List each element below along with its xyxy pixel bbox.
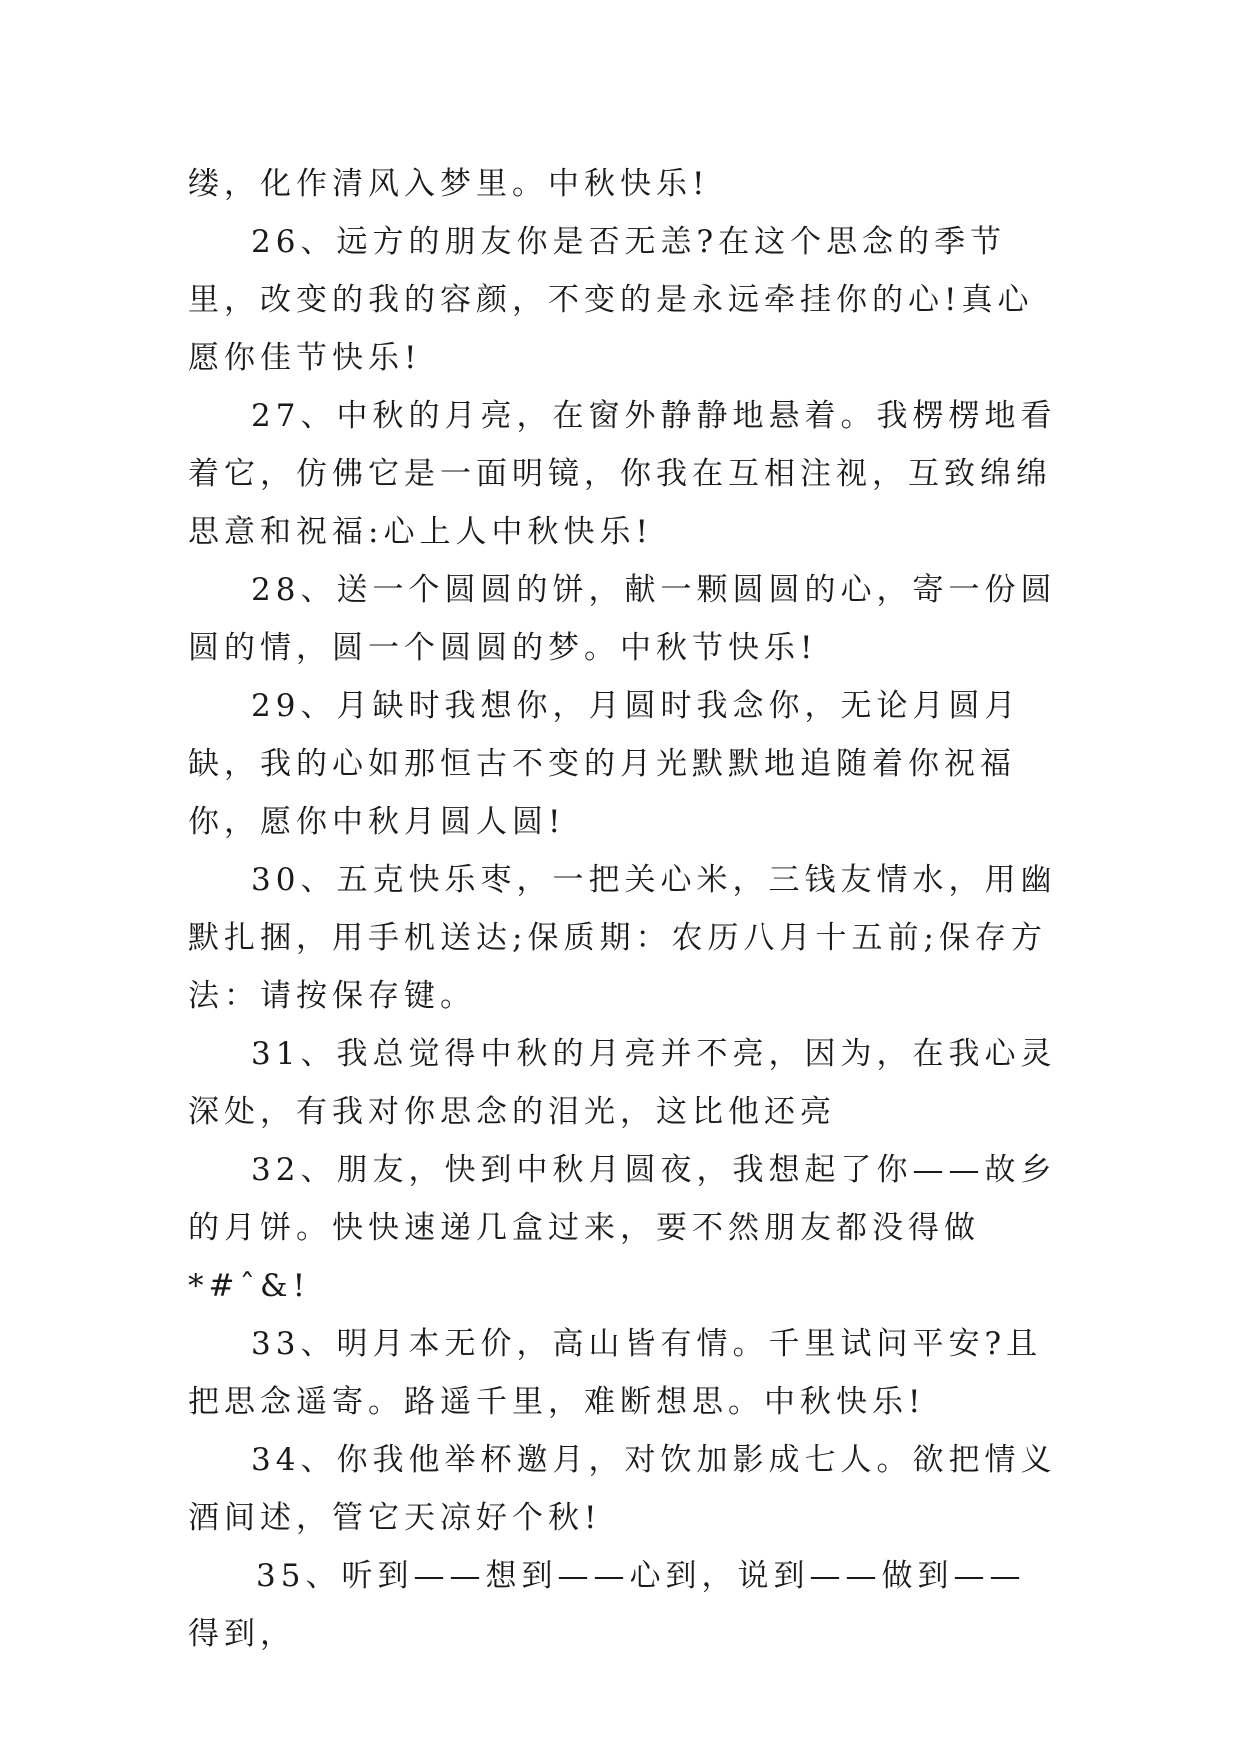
paragraph-35: 35、听到——想到——心到，说到——做到——得到， — [188, 1558, 1026, 1652]
paragraph-26: 26、远方的朋友你是否无恙?在这个思念的季节里，改变的我的容颜，不变的是永远牵挂你的心!真心愿你佳节快乐! — [188, 224, 1034, 376]
paragraph-29: 29、月缺时我想你，月圆时我念你，无论月圆月缺，我的心如那恒古不变的月光默默地追随着你祝福你，愿你中秋月圆人圆! — [188, 688, 1021, 840]
document-body — [188, 155, 1058, 1663]
paragraph-33: 33、明月本无价，高山皆有情。千里试问平安?且把思念遥寄。路遥千里，难断想思。中秋快乐! — [188, 1326, 1043, 1420]
paragraph-25-continued: 缕，化作清风入梦里。中秋快乐! — [188, 166, 710, 202]
paragraph-34: 34、你我他举杯邀月，对饮加影成七人。欲把情义酒间述，管它天凉好个秋! — [188, 1442, 1057, 1536]
paragraph-30: 30、五克快乐枣，一把关心米，三钱友情水，用幽默扎捆，用手机送达;保质期：农历八月十五前;保存方法：请按保存键。 — [188, 862, 1057, 1014]
paragraph-31: 31、我总觉得中秋的月亮并不亮，因为，在我心灵深处，有我对你思念的泪光，这比他还亮 — [188, 1036, 1057, 1130]
paragraph-32: 32、朋友，快到中秋月圆夜，我想起了你——故乡的月饼。快快速递几盒过来，要不然朋友都没得做*#ˆ&! — [188, 1152, 1057, 1304]
paragraph-28: 28、送一个圆圆的饼，献一颗圆圆的心，寄一份圆圆的情，圆一个圆圆的梦。中秋节快乐! — [188, 572, 1057, 666]
paragraph-27: 27、中秋的月亮，在窗外静静地悬着。我楞楞地看着它，仿佛它是一面明镜，你我在互相注视，互致绵绵思意和祝福:心上人中秋快乐! — [188, 398, 1057, 550]
